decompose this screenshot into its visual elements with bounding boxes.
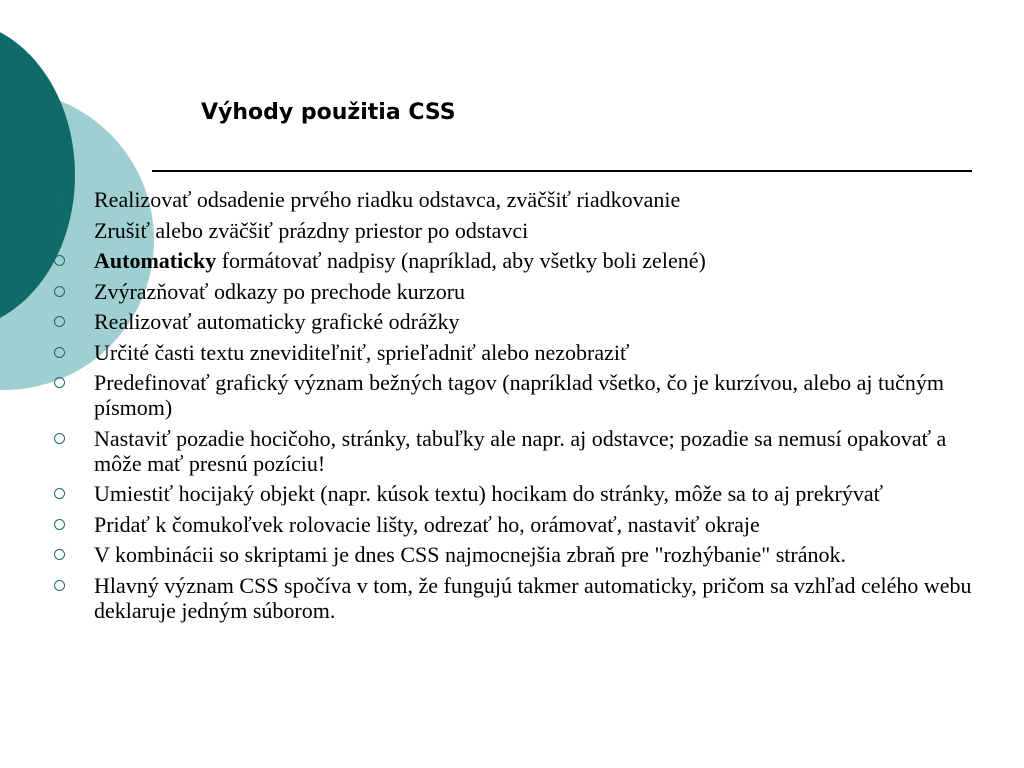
bullet-text: Hlavný význam CSS spočíva v tom, že fungujú takmer automaticky, pričom sa vzhľad celého webu deklaruje jedným súborom. [94, 572, 972, 623]
hollow-circle-icon [54, 225, 65, 236]
hollow-circle-icon [54, 194, 65, 205]
bullet-text: V kombinácii so skriptami je dnes CSS najmocnejšia zbraň pre "rozhýbanie" stránok. [94, 542, 846, 567]
bullet-text: Zvýrazňovať odkazy po prechode kurzoru [94, 278, 466, 304]
hollow-circle-icon [54, 488, 65, 499]
bullet-text: Realizovať automaticky grafické odrážky [94, 309, 460, 334]
slide-title: Výhody použitia CSS [201, 100, 456, 125]
bullet-item [54, 542, 994, 567]
bullet-item [54, 187, 994, 212]
bullet-item [54, 481, 994, 506]
bullet-item [54, 370, 994, 420]
bullet-text: Zrušiť alebo zväčšiť prázdny priestor po odstavci [94, 217, 529, 243]
bullet-list [54, 187, 994, 628]
bullet-item [54, 573, 994, 623]
hollow-circle-icon [54, 316, 65, 327]
hollow-circle-icon [54, 377, 65, 388]
bullet-text: Pridať k čomukoľvek rolovacie lišty, odrezať ho, orámovať, nastaviť okraje [94, 511, 760, 537]
hollow-circle-icon [54, 255, 65, 266]
bullet-item [54, 279, 994, 304]
hollow-circle-icon [54, 347, 65, 358]
bullet-text: Predefinovať grafický význam bežných tagov (napríklad všetko, čo je kurzívou, alebo aj tučným písmom) [94, 370, 944, 420]
bullet-item [54, 512, 994, 537]
bullet-bold-text: Automaticky [94, 248, 217, 273]
hollow-circle-icon [54, 519, 65, 530]
bullet-item [54, 248, 994, 273]
bullet-text: Určité časti textu zneviditeľniť, sprieľadniť alebo nezobraziť [94, 339, 630, 365]
bullet-text: formátovať nadpisy (napríklad, aby všetky boli zelené) [216, 248, 706, 273]
hollow-circle-icon [54, 580, 65, 591]
bullet-text: Nastaviť pozadie hocičoho, stránky, tabuľky ale napr. aj odstavce; pozadie sa nemusí opakovať a môže mať presnú pozíciu! [94, 425, 947, 476]
bullet-item [54, 426, 994, 476]
bullet-item [54, 340, 994, 365]
title-underline [152, 170, 972, 172]
bullet-item [54, 218, 994, 243]
bullet-item [54, 309, 994, 334]
bullet-text: Realizovať odsadenie prvého riadku odstavca, zväčšiť riadkovanie [94, 187, 681, 212]
bullet-text: Umiestiť hocijaký objekt (napr. kúsok textu) hocikam do stránky, môže sa to aj prekrývať [94, 481, 884, 506]
hollow-circle-icon [54, 549, 65, 560]
hollow-circle-icon [54, 433, 65, 444]
hollow-circle-icon [54, 286, 65, 297]
